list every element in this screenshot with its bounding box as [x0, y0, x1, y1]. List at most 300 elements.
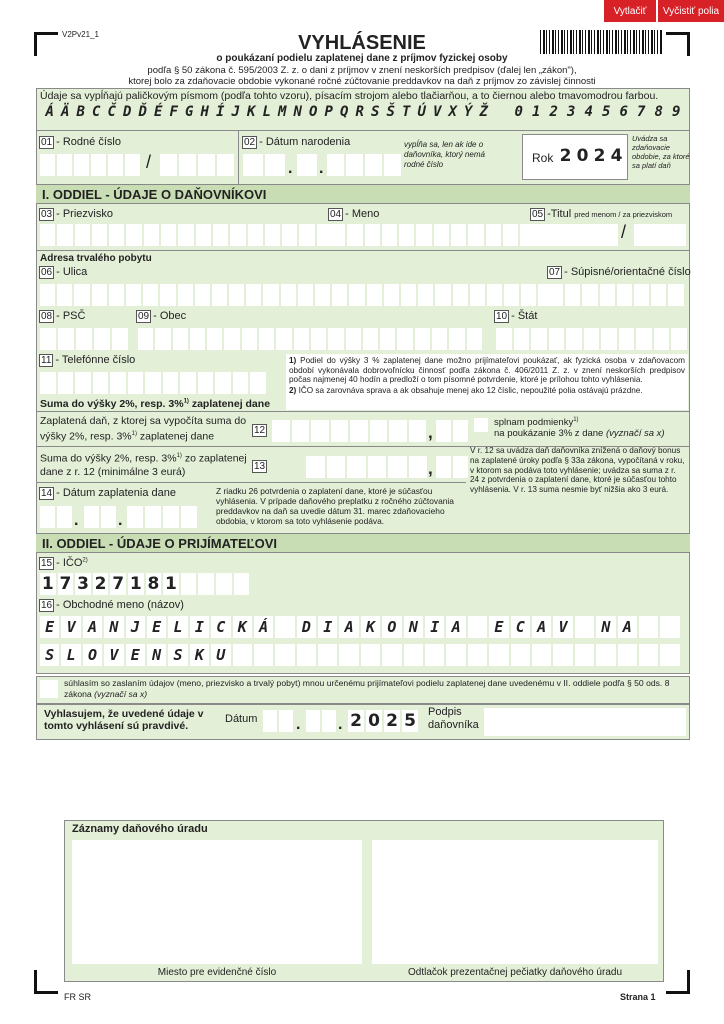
office-records-title: Záznamy daňového úradu: [72, 823, 208, 835]
char-cell[interactable]: [234, 573, 250, 595]
char-cell[interactable]: 2: [384, 710, 400, 732]
char-cell[interactable]: [125, 154, 140, 176]
section-2-title: II. ODDIEL - ÚDAJE O PRIJÍMATEĽOVI: [36, 533, 690, 553]
char-cell[interactable]: [160, 284, 175, 306]
char-cell[interactable]: [332, 284, 347, 306]
char-cell[interactable]: [198, 372, 214, 394]
char-cell[interactable]: [58, 328, 74, 350]
ico-field[interactable]: [40, 573, 249, 595]
char-cell[interactable]: [195, 284, 210, 306]
char-cell[interactable]: [634, 284, 649, 306]
char-cell[interactable]: [294, 328, 309, 350]
char-cell[interactable]: [671, 328, 687, 350]
char-cell[interactable]: [311, 420, 329, 442]
char-cell[interactable]: D: [297, 616, 316, 638]
char-cell[interactable]: 2: [94, 574, 107, 594]
char-cell[interactable]: [451, 224, 466, 246]
char-cell[interactable]: E: [489, 616, 508, 638]
char-cell[interactable]: 7: [112, 574, 125, 594]
birth-date-year[interactable]: [327, 154, 401, 176]
char-cell[interactable]: [144, 224, 159, 246]
char-cell[interactable]: 8: [147, 574, 160, 594]
sample-char: K: [247, 104, 256, 120]
char-cell[interactable]: [40, 372, 56, 394]
country-field[interactable]: [496, 328, 687, 350]
char-cell[interactable]: [415, 328, 430, 350]
char-cell[interactable]: [155, 328, 170, 350]
char-cell[interactable]: [468, 616, 487, 638]
char-cell[interactable]: [74, 284, 89, 306]
char-cell[interactable]: E: [40, 616, 59, 638]
char-cell[interactable]: [504, 284, 519, 306]
field-05-label: 05 -Titul pred menom / za priezviskom: [532, 208, 673, 220]
sample-char: G: [185, 104, 194, 120]
char-cell[interactable]: [143, 284, 158, 306]
char-cell[interactable]: E: [126, 644, 145, 666]
char-cell[interactable]: U: [211, 644, 230, 666]
char-cell[interactable]: [349, 284, 364, 306]
street-field[interactable]: [40, 284, 554, 306]
char-cell[interactable]: [487, 284, 502, 306]
sample-char: É: [154, 104, 163, 120]
date-label: Dátum: [225, 713, 258, 725]
char-cell[interactable]: N: [147, 644, 166, 666]
char-cell[interactable]: [370, 420, 388, 442]
char-cell[interactable]: [388, 456, 407, 478]
char-cell[interactable]: [532, 644, 551, 666]
char-cell[interactable]: [470, 284, 485, 306]
char-cell[interactable]: A: [532, 616, 551, 638]
char-cell[interactable]: [382, 644, 401, 666]
char-cell[interactable]: Á: [254, 616, 273, 638]
char-cell[interactable]: [40, 506, 55, 528]
char-cell[interactable]: C: [511, 616, 530, 638]
char-cell[interactable]: [297, 644, 316, 666]
char-cell[interactable]: [110, 372, 126, 394]
char-cell[interactable]: [230, 224, 245, 246]
char-cell[interactable]: [503, 224, 518, 246]
footer-left: FR SR: [64, 992, 91, 1002]
char-cell[interactable]: [57, 224, 72, 246]
char-cell[interactable]: [254, 644, 273, 666]
char-cell[interactable]: 2: [348, 710, 364, 732]
char-cell[interactable]: [127, 506, 143, 528]
char-cell[interactable]: [565, 284, 580, 306]
char-cell[interactable]: [449, 328, 464, 350]
char-cell[interactable]: [434, 224, 449, 246]
char-cell[interactable]: [298, 284, 313, 306]
char-cell[interactable]: [409, 456, 428, 478]
char-cell[interactable]: [178, 284, 193, 306]
char-cell[interactable]: [215, 372, 231, 394]
char-cell[interactable]: [600, 284, 615, 306]
char-cell[interactable]: [575, 644, 594, 666]
char-cell[interactable]: [75, 372, 91, 394]
paid-tax-cents[interactable]: [436, 420, 468, 442]
char-cell[interactable]: [145, 372, 161, 394]
char-cell[interactable]: [40, 224, 55, 246]
char-cell[interactable]: [467, 328, 482, 350]
char-cell[interactable]: 1: [165, 574, 177, 594]
char-cell[interactable]: [233, 644, 252, 666]
char-cell[interactable]: V: [104, 644, 123, 666]
char-cell[interactable]: [279, 710, 293, 732]
char-cell[interactable]: [84, 506, 99, 528]
char-cell[interactable]: N: [596, 616, 615, 638]
char-cell[interactable]: [109, 224, 124, 246]
char-cell[interactable]: [315, 284, 330, 306]
char-cell[interactable]: [196, 224, 211, 246]
char-cell[interactable]: [617, 284, 632, 306]
sample-char: R: [355, 104, 364, 120]
clear-fields-button[interactable]: Vyčistiť polia: [658, 0, 724, 22]
char-cell[interactable]: A: [446, 616, 465, 638]
char-cell[interactable]: [453, 284, 468, 306]
char-cell[interactable]: [275, 616, 294, 638]
char-cell[interactable]: [259, 328, 274, 350]
char-cell[interactable]: [365, 154, 382, 176]
char-cell[interactable]: [660, 616, 679, 638]
char-cell[interactable]: [233, 372, 249, 394]
char-cell[interactable]: [74, 154, 89, 176]
char-cell[interactable]: [367, 284, 382, 306]
sample-char: 6: [619, 104, 628, 120]
char-cell[interactable]: 1: [41, 574, 54, 594]
paid-tax-field[interactable]: [272, 420, 426, 442]
char-cell[interactable]: [57, 154, 72, 176]
char-cell[interactable]: [401, 284, 416, 306]
char-cell[interactable]: [654, 328, 670, 350]
char-cell[interactable]: [361, 644, 380, 666]
char-cell[interactable]: [246, 284, 261, 306]
sample-char: T: [402, 104, 411, 120]
char-cell[interactable]: [179, 154, 196, 176]
char-cell[interactable]: [331, 420, 349, 442]
char-cell[interactable]: [92, 224, 107, 246]
char-cell[interactable]: [128, 372, 144, 394]
char-cell[interactable]: [217, 154, 234, 176]
char-cell[interactable]: [416, 224, 431, 246]
char-cell[interactable]: I: [318, 616, 337, 638]
char-cell[interactable]: [93, 372, 109, 394]
char-cell[interactable]: [489, 644, 508, 666]
char-cell[interactable]: [639, 644, 658, 666]
char-cell[interactable]: [350, 420, 368, 442]
char-cell[interactable]: [575, 616, 594, 638]
char-cell[interactable]: [549, 328, 565, 350]
char-cell[interactable]: [306, 456, 325, 478]
char-cell[interactable]: [243, 154, 263, 176]
char-cell[interactable]: [75, 224, 90, 246]
char-cell[interactable]: [496, 328, 512, 350]
char-cell[interactable]: S: [40, 644, 59, 666]
char-cell[interactable]: [601, 328, 617, 350]
char-cell[interactable]: [409, 420, 427, 442]
sample-char: V: [433, 104, 442, 120]
recipient-name-row2[interactable]: [40, 644, 680, 666]
char-cell[interactable]: [327, 456, 346, 478]
char-cell[interactable]: C: [211, 616, 230, 638]
char-cell[interactable]: [418, 284, 433, 306]
char-cell[interactable]: [101, 506, 116, 528]
char-cell[interactable]: K: [190, 644, 209, 666]
char-cell[interactable]: [435, 284, 450, 306]
char-cell[interactable]: [306, 710, 320, 732]
birth-number-part2[interactable]: [160, 154, 234, 176]
char-cell[interactable]: [660, 644, 679, 666]
sum-cents[interactable]: [436, 456, 468, 478]
sample-char: J: [231, 104, 240, 120]
char-cell[interactable]: [108, 154, 123, 176]
char-cell[interactable]: [651, 284, 666, 306]
char-cell[interactable]: [276, 328, 291, 350]
char-cell[interactable]: [297, 154, 317, 176]
payment-date-year[interactable]: [127, 506, 197, 528]
char-cell[interactable]: [40, 328, 56, 350]
sum-heading: Suma do výšky 2%, resp. 3%$^{1)}$ zaplatenej dane: [40, 398, 271, 410]
char-cell[interactable]: [432, 328, 447, 350]
char-cell[interactable]: [553, 644, 572, 666]
char-cell[interactable]: [40, 154, 55, 176]
char-cell[interactable]: [265, 154, 285, 176]
char-cell[interactable]: [382, 224, 397, 246]
birth-date-day[interactable]: [243, 154, 285, 176]
char-cell[interactable]: [514, 328, 530, 350]
char-cell[interactable]: [668, 284, 683, 306]
char-cell[interactable]: [639, 616, 658, 638]
char-cell[interactable]: [57, 506, 72, 528]
signature-date-day[interactable]: [263, 710, 293, 732]
char-cell[interactable]: [58, 372, 74, 394]
char-cell[interactable]: [160, 154, 177, 176]
char-cell[interactable]: [328, 328, 343, 350]
char-cell[interactable]: [281, 284, 296, 306]
char-cell[interactable]: [109, 284, 124, 306]
char-cell[interactable]: [212, 284, 227, 306]
char-cell[interactable]: [216, 573, 232, 595]
char-cell[interactable]: [347, 224, 362, 246]
char-cell[interactable]: [446, 644, 465, 666]
char-cell[interactable]: [57, 284, 72, 306]
char-cell[interactable]: [213, 224, 228, 246]
char-cell[interactable]: L: [168, 616, 187, 638]
char-cell[interactable]: [180, 372, 196, 394]
char-cell[interactable]: [181, 506, 197, 528]
payment-date-month[interactable]: [84, 506, 116, 528]
char-cell[interactable]: [425, 644, 444, 666]
char-cell[interactable]: N: [104, 616, 123, 638]
sample-char: 5: [602, 104, 611, 120]
field-12-label: Zaplatená daň, z ktorej sa vypočíta suma do výšky 2%, resp. 3%$^{1)}$ zaplatenej dane: [40, 415, 247, 443]
condition-label: splnam podmienky$^{1)}$ na poukázanie 3% z dane (vyznačí sa x): [494, 417, 665, 440]
char-cell[interactable]: [399, 224, 414, 246]
char-cell[interactable]: [596, 644, 615, 666]
char-cell[interactable]: [163, 372, 179, 394]
print-button[interactable]: Vytlačiť: [604, 0, 656, 22]
char-cell[interactable]: 2: [559, 146, 572, 166]
char-cell[interactable]: [190, 328, 205, 350]
surname-field[interactable]: [40, 224, 332, 246]
char-cell[interactable]: [468, 224, 483, 246]
char-cell[interactable]: J: [126, 616, 145, 638]
condition-checkbox[interactable]: [474, 418, 488, 432]
year-label: Rok: [532, 151, 554, 165]
sample-char: F: [169, 104, 178, 120]
char-cell[interactable]: [511, 644, 530, 666]
char-cell[interactable]: [126, 224, 141, 246]
char-cell[interactable]: 2: [593, 146, 606, 166]
title-before-field[interactable]: [530, 224, 618, 246]
signature-field[interactable]: [484, 708, 686, 736]
char-cell[interactable]: [404, 644, 423, 666]
payment-date-note: Z riadku 26 potvrdenia o zaplatení dane, ktoré je súčasťou vyhlásenia. V prípade daňového preplatku z ročného zúčtovania preddavkov na daň sa uvedie dátum 31. marec zdaňovacieho obdobia, v ktorom sa toto vyhlásenie podáva.: [216, 486, 454, 526]
char-cell[interactable]: 0: [576, 146, 589, 166]
char-cell[interactable]: [582, 284, 597, 306]
char-cell[interactable]: [584, 328, 600, 350]
char-cell[interactable]: O: [382, 616, 401, 638]
char-cell[interactable]: 3: [77, 574, 89, 594]
city-field[interactable]: [138, 328, 482, 350]
char-cell[interactable]: [330, 224, 345, 246]
char-cell[interactable]: E: [147, 616, 166, 638]
char-cell[interactable]: [94, 328, 110, 350]
char-cell[interactable]: [566, 328, 582, 350]
char-cell[interactable]: [91, 154, 106, 176]
signature-date-month[interactable]: [306, 710, 336, 732]
char-cell[interactable]: [339, 644, 358, 666]
char-cell[interactable]: [521, 284, 536, 306]
char-cell[interactable]: [198, 573, 214, 595]
char-cell[interactable]: [112, 328, 128, 350]
tax-year[interactable]: [558, 145, 624, 167]
sample-char: X: [448, 104, 457, 120]
first-name-field[interactable]: [330, 224, 536, 246]
char-cell[interactable]: [380, 328, 395, 350]
char-cell[interactable]: [173, 328, 188, 350]
char-cell[interactable]: [363, 328, 378, 350]
char-cell[interactable]: [548, 284, 563, 306]
char-cell[interactable]: N: [404, 616, 423, 638]
char-cell[interactable]: [636, 328, 652, 350]
char-cell[interactable]: [265, 224, 280, 246]
char-cell[interactable]: [436, 456, 451, 478]
char-cell[interactable]: [468, 644, 487, 666]
char-cell[interactable]: [161, 224, 176, 246]
char-cell[interactable]: 7: [59, 574, 72, 594]
char-cell[interactable]: [292, 420, 310, 442]
sample-char: H: [200, 104, 209, 120]
char-cell[interactable]: [242, 328, 257, 350]
char-cell[interactable]: V: [61, 616, 80, 638]
char-cell[interactable]: A: [83, 616, 102, 638]
char-cell[interactable]: K: [361, 616, 380, 638]
char-cell[interactable]: [178, 224, 193, 246]
char-cell[interactable]: [346, 328, 361, 350]
consent-checkbox[interactable]: [40, 680, 58, 698]
char-cell[interactable]: [618, 644, 637, 666]
phone-field[interactable]: [40, 372, 266, 394]
char-cell[interactable]: [76, 328, 92, 350]
char-cell[interactable]: I: [190, 616, 209, 638]
char-cell[interactable]: [263, 284, 278, 306]
char-cell[interactable]: [436, 420, 451, 442]
sample-char: O: [309, 104, 318, 120]
char-cell[interactable]: [322, 710, 336, 732]
signature-date-year[interactable]: [348, 710, 418, 732]
char-cell[interactable]: [248, 224, 263, 246]
char-cell[interactable]: I: [425, 616, 444, 638]
birth-date-month[interactable]: [297, 154, 317, 176]
char-cell[interactable]: [397, 328, 412, 350]
birth-number-slash: /: [146, 152, 152, 172]
signature-date-dot2: .: [338, 716, 343, 733]
char-cell[interactable]: [299, 224, 314, 246]
char-cell[interactable]: [368, 456, 387, 478]
char-cell[interactable]: [263, 710, 277, 732]
recipient-name-row1[interactable]: [40, 616, 680, 638]
char-cell[interactable]: [384, 284, 399, 306]
char-cell[interactable]: [365, 224, 380, 246]
char-cell[interactable]: S: [168, 644, 187, 666]
char-cell[interactable]: [531, 328, 547, 350]
postal-code-field[interactable]: [40, 328, 128, 350]
char-cell[interactable]: [145, 506, 161, 528]
char-cell[interactable]: [92, 284, 107, 306]
title-after-field[interactable]: [634, 224, 686, 246]
payment-date-day[interactable]: [40, 506, 72, 528]
house-number-field[interactable]: [548, 284, 684, 306]
char-cell[interactable]: 5: [402, 710, 418, 732]
char-cell[interactable]: [453, 456, 468, 478]
char-cell[interactable]: [327, 154, 344, 176]
sample-char: P: [324, 104, 333, 120]
birth-number-part1[interactable]: [40, 154, 140, 176]
char-cell[interactable]: 1: [129, 574, 142, 594]
char-cell[interactable]: L: [61, 644, 80, 666]
char-cell[interactable]: [282, 224, 297, 246]
char-cell[interactable]: K: [233, 616, 252, 638]
char-cell[interactable]: A: [618, 616, 637, 638]
sum-field[interactable]: [306, 456, 427, 478]
char-cell[interactable]: [138, 328, 153, 350]
char-cell[interactable]: O: [83, 644, 102, 666]
char-cell[interactable]: [40, 284, 55, 306]
char-cell[interactable]: [346, 154, 363, 176]
char-cell[interactable]: [229, 284, 244, 306]
char-cell[interactable]: [453, 420, 468, 442]
char-cell[interactable]: [207, 328, 222, 350]
char-cell[interactable]: [619, 328, 635, 350]
char-cell[interactable]: [224, 328, 239, 350]
char-cell[interactable]: A: [339, 616, 358, 638]
char-cell[interactable]: [275, 644, 294, 666]
char-cell[interactable]: [384, 154, 401, 176]
char-cell[interactable]: [272, 420, 290, 442]
char-cell[interactable]: [198, 154, 215, 176]
char-cell[interactable]: V: [553, 616, 572, 638]
char-cell[interactable]: [311, 328, 326, 350]
char-cell[interactable]: [250, 372, 266, 394]
char-cell[interactable]: 4: [610, 146, 623, 166]
char-cell[interactable]: [486, 224, 501, 246]
char-cell[interactable]: [318, 644, 337, 666]
char-cell[interactable]: [126, 284, 141, 306]
char-cell[interactable]: [181, 573, 197, 595]
char-cell[interactable]: [347, 456, 366, 478]
char-cell[interactable]: [389, 420, 407, 442]
char-cell[interactable]: 0: [366, 710, 382, 732]
char-cell[interactable]: [163, 506, 179, 528]
